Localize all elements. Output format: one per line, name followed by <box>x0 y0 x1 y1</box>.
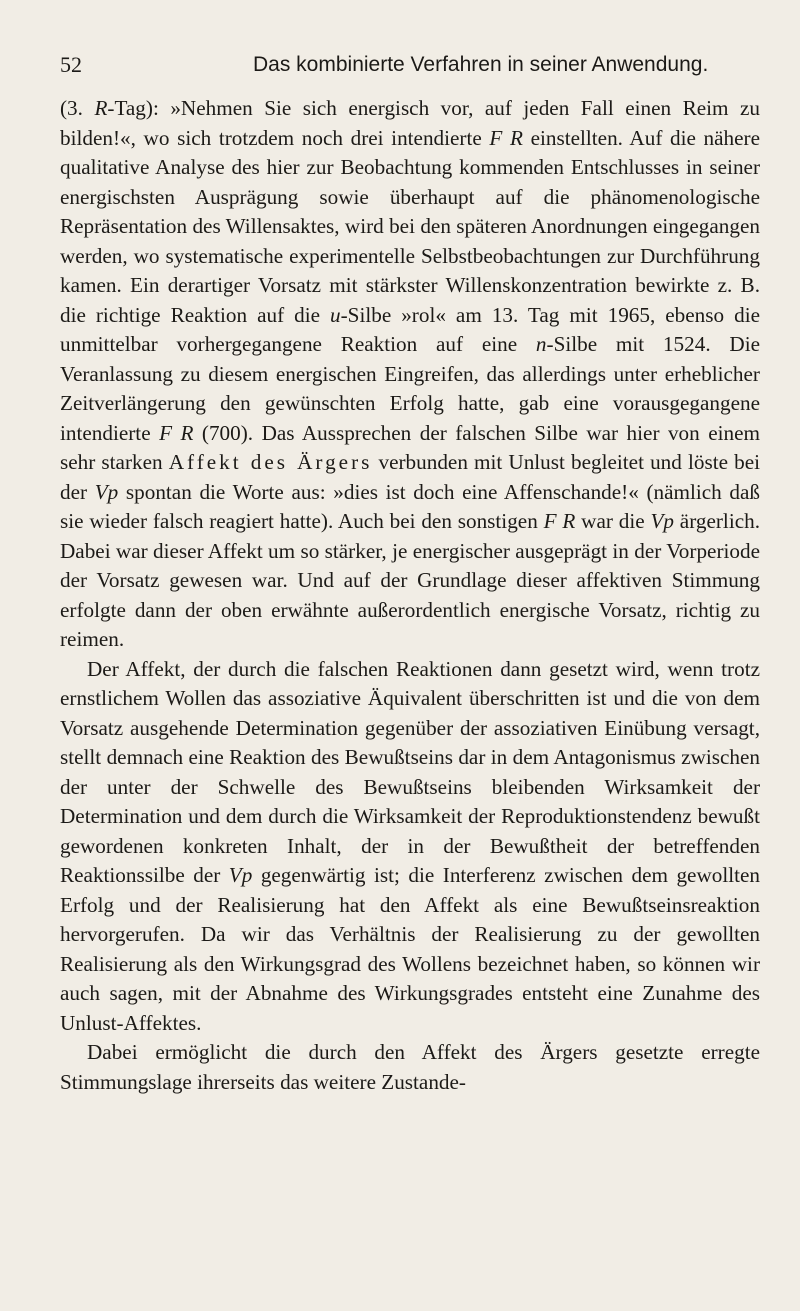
running-head: Das kombinierte Verfahren in seiner Anwendung. <box>253 53 709 76</box>
text-run: Der Affekt, der durch die falschen Reaktionen dann gesetzt wird, wenn trotz ernstlichem Wollen das assoziative Äquivalent überschritten ist und die von dem Vorsatz ausgehende Determination gegenüber der assoziativen Einübung versagt, stellt demnach eine Reaktion des Bewußtseins dar in dem Antagonismus zwischen der unter der Schwelle des Bewußtseins bleibenden Wirksamkeit der Determination und dem durch die Wirksamkeit der Reproduktionstendenz bewußt gewordenen konkreten Inhalt, der in der Bewußtheit der betreffenden Reaktionssilbe der <box>60 656 760 887</box>
page-header <box>60 44 760 86</box>
italic-symbol: F R <box>543 509 576 533</box>
paragraph <box>60 94 760 655</box>
text-run: -Silbe »rol« am 13. Tag mit 1965, ebenso die unmittelbar vorhergegangene Reaktion auf eine <box>60 302 760 356</box>
italic-symbol: F R <box>489 125 523 150</box>
paragraph <box>60 655 760 1039</box>
italic-symbol: Vp <box>228 863 253 887</box>
italic-symbol: Vp <box>94 479 119 504</box>
text-run: verbunden mit Unlust begleitet und löste bei der <box>60 450 760 504</box>
text-run: (700). Das Aussprechen der falschen Silbe war hier von einem sehr starken <box>60 420 760 474</box>
text-run: war die <box>575 509 651 533</box>
italic-symbol: n <box>535 332 547 356</box>
italic-symbol: Vp <box>650 509 674 533</box>
spaced-emphasis: Affekt des Ärgers <box>168 450 373 474</box>
book-page <box>60 44 760 1097</box>
body-text <box>60 94 760 1097</box>
text-run: -Tag): »Nehmen Sie sich energisch vor, auf jeden Fall einen Reim zu bilden!«, wo sich trotzdem noch drei intendierte <box>60 96 760 150</box>
italic-symbol: F R <box>159 420 194 445</box>
text-run: (3. <box>60 96 95 120</box>
text-run: gegenwärtig ist; die Interferenz zwischen dem gewollten Erfolg und der Realisierung hat den Affekt als eine Bewußtseinsreaktion hervorgerufen. Da wir das Verhältnis der Realisierung zu der gewollten Realisierung als den Wirkungsgrad des Wollens bezeichnet haben, so können wir auch sagen, mit der Abnahme des Wirkungsgrades entsteht eine Zunahme des Unlust-Affektes. <box>60 863 760 1035</box>
text-run: -Silbe mit 1524. Die Veranlassung zu diesem energischen Eingreifen, das allerdings unter erheblicher Zeitverlängerung den gewünschten Erfolg hatte, gab eine vorausgegangene intendierte <box>60 332 760 445</box>
text-run: einstellten. Auf die nähere qualitative Analyse des hier zur Beobachtung kommenden Entschlusses in seiner energischsten Ausprägung sowie überhaupt auf die phänomenologische Repräsentation des Willensaktes, wird bei den späteren Anordnungen eingegangen werden, wo systematische experimentelle Selbstbeobachtungen zur Durchführung kamen. Ein derartiger Vorsatz mit stärkster Willenskonzentration bewirkte z. B. die richtige Reaktion auf die <box>60 125 760 327</box>
paragraph <box>60 1038 760 1097</box>
text-run: spontan die Worte aus: »dies ist doch eine Affenschande!« (nämlich daß sie wieder falsch reagiert hatte). Auch bei den sonstigen <box>60 479 760 533</box>
italic-symbol: R <box>94 96 108 120</box>
text-run: ärgerlich. Dabei war dieser Affekt um so stärker, je energischer ausgeprägt in der Vorperiode der Vorsatz gewesen war. Und auf der Grundlage dieser affektiven Stimmung erfolgte dann der oben erwähnte außerordentlich energische Vorsatz, richtig zu reimen. <box>60 509 761 651</box>
text-run: Dabei ermöglicht die durch den Affekt des Ärgers gesetzte erregte Stimmungslage ihrerseits das weitere Zustande- <box>60 1040 760 1094</box>
page-number: 52 <box>60 52 82 77</box>
italic-symbol: u <box>330 302 341 327</box>
